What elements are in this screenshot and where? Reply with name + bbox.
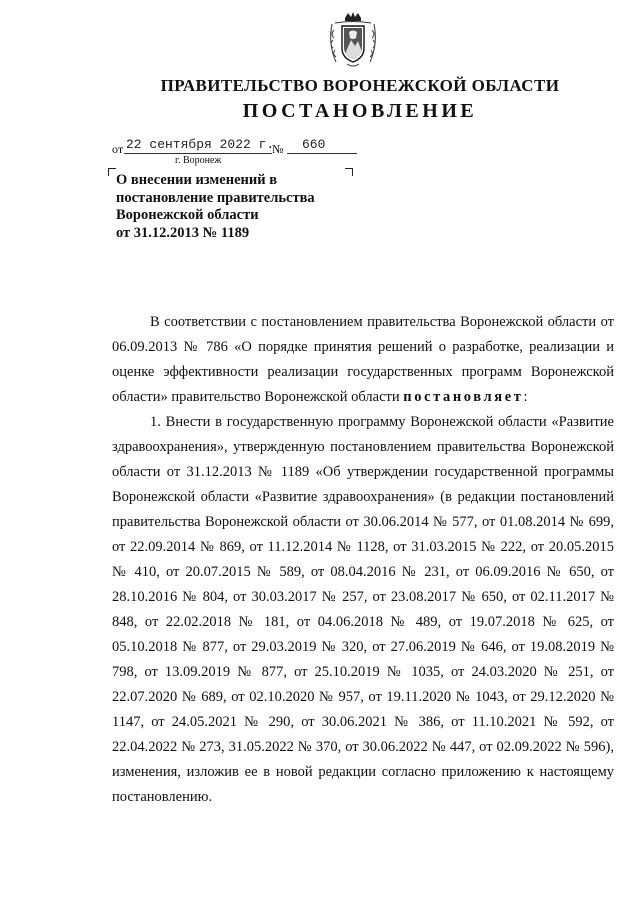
subject-line: постановление правительства <box>116 189 315 206</box>
resolves-word: постановляет <box>403 389 524 405</box>
coat-of-arms-icon <box>324 10 382 70</box>
subject-line: О внесении изменений в <box>116 172 278 188</box>
subject-line: Воронежской области <box>116 207 259 223</box>
subject-bracket-left <box>108 168 116 176</box>
date-prefix: от <box>112 142 124 156</box>
document-type: ПОСТАНОВЛЕНИЕ <box>242 100 478 122</box>
decree-number: 660 <box>302 137 326 152</box>
subject-line: от 31.12.2013 № 1189 <box>116 224 250 241</box>
preamble-text: В соответствии с постановлением правительства Воронежской области от 06.09.2013 № 786 «О порядке принятия решений о разработке, реализации и оценке эффективности реализации государственных программ Воронежской области» правительство Воронежской области <box>112 314 614 405</box>
number-underline <box>287 153 357 154</box>
number-label: № <box>272 142 284 156</box>
preamble-paragraph <box>112 310 614 410</box>
subject-block <box>116 172 356 242</box>
city: г. Воронеж <box>175 155 222 166</box>
decree-date: 22 сентября 2022 г. <box>126 137 275 152</box>
date-underline <box>124 153 272 154</box>
resolves-colon: : <box>523 389 528 405</box>
item-1-paragraph: 1. Внести в государственную программу Воронежской области «Развитие здравоохранения», утвержденную постановлением правительства Воронежской области от 31.12.2013 № 1189 «Об утверждении государственной программы Воронежской области «Развитие здравоохранения» (в редакции постановлений правительства Воронежской области от 30.06.2014 № 577, от 01.08.2014 № 699, от 22.09.2014 № 869, от 11.12.2014 № 1128, от 31.03.2015 № 222, от 20.05.2015 № 410, от 20.07.2015 № 589, от 08.04.2016 № 231, от 06.09.2016 № 650, от 28.10.2016 № 804, от 30.03.2017 № 257, от 23.08.2017 № 650, от 02.11.2017 № 848, от 22.02.2018 № 181, от 04.06.2018 № 489, от 19.07.2018 № 625, от 05.10.2018 № 877, от 29.03.2019 № 320, от 27.06.2019 № 646, от 19.08.2019 № 798, от 13.09.2019 № 877, от 25.10.2019 № 1035, от 24.03.2020 № 251, от 22.07.2020 № 689, от 02.10.2020 № 957, от 19.11.2020 № 1043, от 29.12.2020 № 1147, от 24.05.2021 № 290, от 30.06.2021 № 386, от 11.10.2021 № 592, от 22.04.2022 № 273, 31.05.2022 № 370, от 30.06.2022 № 447, от 02.09.2022 № 596), изменения, изложив ее в новой редакции согласно приложению к настоящему постановлению. <box>112 414 614 805</box>
document-body <box>112 310 614 810</box>
government-name: ПРАВИТЕЛЬСТВО ВОРОНЕЖСКОЙ ОБЛАСТИ <box>160 76 560 95</box>
dateline <box>112 137 372 159</box>
